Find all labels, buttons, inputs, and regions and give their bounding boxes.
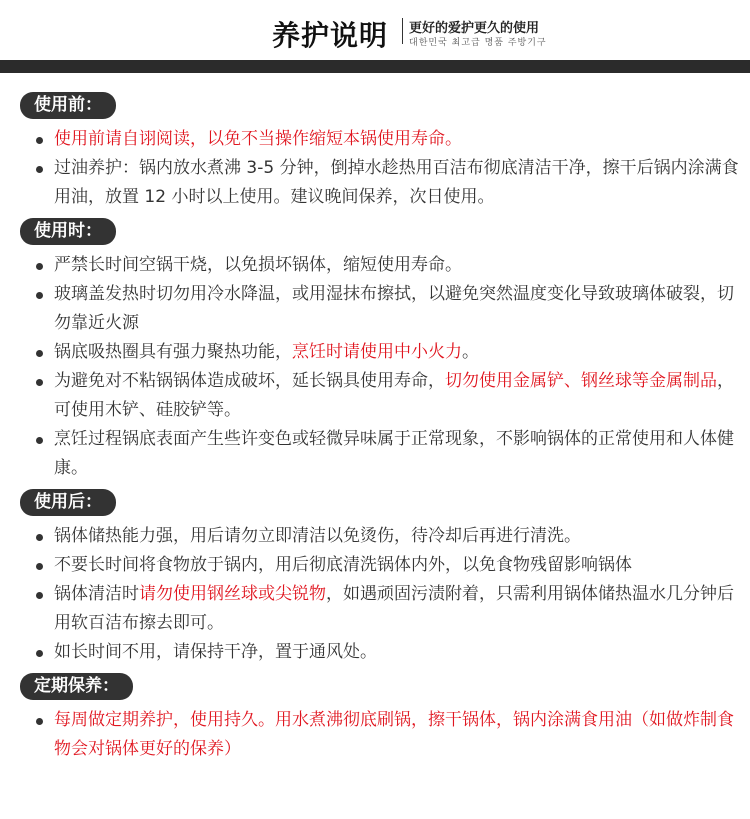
bullet-icon: [36, 534, 43, 541]
list-item: [36, 551, 744, 580]
page-title: 养护说明: [272, 19, 389, 52]
instruction-text: 严禁长时间空锅干烧，以免损坏锅体，缩短使用寿命。: [54, 255, 462, 275]
section-label: 使用前：: [20, 92, 116, 119]
instruction-list: [0, 522, 750, 667]
warning-text: 请勿使用钢丝球或尖锐物: [139, 584, 326, 604]
instruction-text: 不要长时间将食物放于锅内，用后彻底清洗锅体内外，以免食物残留影响锅体: [54, 555, 632, 575]
instruction-list: [0, 125, 750, 212]
instruction-list: [0, 251, 750, 483]
bullet-icon: [36, 437, 43, 444]
section-label: 定期保养：: [20, 673, 133, 700]
list-item: [36, 125, 744, 154]
list-item: [36, 638, 744, 667]
instruction-text: 。: [462, 342, 479, 362]
bullet-icon: [36, 166, 43, 173]
bullet-icon: [36, 137, 43, 144]
section-0: [0, 92, 750, 212]
list-item: [36, 367, 744, 425]
instruction-text: 烹饪过程锅底表面产生些许变色或轻微异味属于正常现象，不影响锅体的正常使用和人体健康。: [54, 429, 734, 478]
list-item: [36, 251, 744, 280]
header-divider-bar: [0, 60, 750, 73]
instruction-text: ，如遇顽固污渍附着，只需利用锅体储热温水几分钟后用软百洁布擦去即可。: [54, 584, 734, 633]
section-label: 使用后：: [20, 489, 116, 516]
instruction-text: ，可使用木铲、硅胶铲等。: [54, 371, 734, 420]
warning-text: 烹饪时请使用中小火力: [292, 342, 462, 362]
warning-text: 使用前请自诩阅读，以免不当操作缩短本锅使用寿命。: [54, 129, 462, 149]
bullet-icon: [36, 592, 43, 599]
section-label: 使用时：: [20, 218, 116, 245]
section-3: [0, 673, 750, 764]
instruction-text: 玻璃盖发热时切勿用冷水降温，或用湿抹布擦拭，以避免突然温度变化导致玻璃体破裂，切勿靠近火源: [54, 284, 734, 333]
bullet-icon: [36, 563, 43, 570]
list-item: [36, 706, 744, 764]
bullet-icon: [36, 379, 43, 386]
instruction-text: 锅体清洁时: [54, 584, 139, 604]
warning-text: 每周做定期养护，使用持久。用水煮沸彻底刷锅，擦干锅体，锅内涂满食用油（如做炸制食物会对锅体更好的保养）: [54, 710, 734, 759]
instruction-text: 过油养护：锅内放水煮沸 3-5 分钟，倒掉水趁热用百洁布彻底清洁干净，擦干后锅内涂满食用油，放置 12 小时以上使用。建议晚间保养，次日使用。: [54, 158, 739, 207]
bullet-icon: [36, 292, 43, 299]
bullet-icon: [36, 650, 43, 657]
warning-text: 切勿使用金属铲、钢丝球等金属制品: [445, 371, 717, 391]
subtitle-main: 更好的爱护更久的使用: [409, 21, 540, 36]
instruction-text: 锅底吸热圈具有强力聚热功能，: [54, 342, 292, 362]
instruction-list: [0, 706, 750, 764]
list-item: [36, 425, 744, 483]
instruction-text: 为避免对不粘锅锅体造成破坏，延长锅具使用寿命，: [54, 371, 445, 391]
bullet-icon: [36, 263, 43, 270]
care-instructions: [0, 92, 750, 770]
subtitle-korean: 대한민국 최고급 명품 주방기구: [409, 38, 547, 48]
bullet-icon: [36, 718, 43, 725]
list-item: [36, 280, 744, 338]
bullet-icon: [36, 350, 43, 357]
title-divider: [402, 18, 403, 44]
header: [0, 0, 750, 58]
list-item: [36, 338, 744, 367]
list-item: [36, 154, 744, 212]
section-1: [0, 218, 750, 483]
instruction-text: 如长时间不用，请保持干净，置于通风处。: [54, 642, 377, 662]
instruction-text: 锅体储热能力强，用后请勿立即清洁以免烫伤，待冷却后再进行清洗。: [54, 526, 581, 546]
list-item: [36, 580, 744, 638]
list-item: [36, 522, 744, 551]
section-2: [0, 489, 750, 667]
